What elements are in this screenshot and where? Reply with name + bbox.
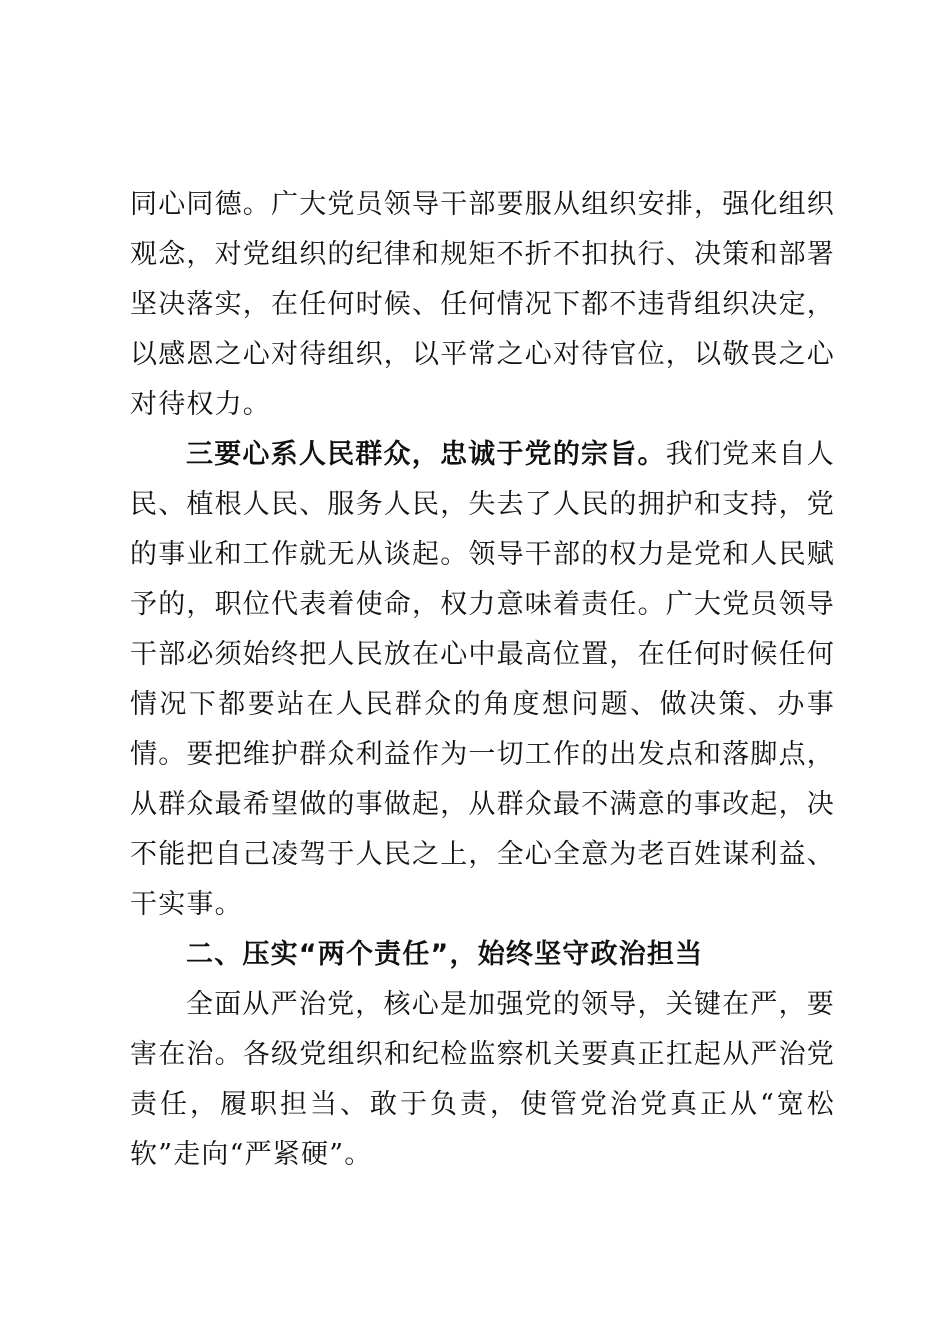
- paragraph-body-text: 我们党来自人民、植根人民、服务人民，失去了人民的拥护和支持，党的事业和工作就无从谈起。领导干部的权力是党和人民赋予的，职位代表着使命，权力意味着责任。广大党员领导干部必须始终把人民放在心中最高位置，在任何时候任何情况下都要站在人民群众的角度想问题、做决策、办事情。要把维护群众利益作为一切工作的出发点和落脚点，从群众最希望做的事做起，从群众最不满意的事改起，决不能把自己凌驾于人民之上，全心全意为老百姓谋利益、干实事。: [130, 439, 835, 920]
- section-heading: 二、压实“两个责任”，始终坚守政治担当: [186, 939, 704, 970]
- paragraph-continuation: 同心同德。广大党员领导干部要服从组织安排，强化组织观念，对党组织的纪律和规矩不折不扣执行、决策和部署坚决落实，在任何时候、任何情况下都不违背组织决定，以感恩之心对待组织，以平常之心对待官位，以敬畏之心对待权力。: [130, 189, 835, 420]
- paragraph-strict-governance: 全面从严治党，核心是加强党的领导，关键在严，要害在治。各级党组织和纪检监察机关要真正扛起从严治党责任，履职担当、敢于负责，使管党治党真正从“宽松软”走向“严紧硬”。: [130, 989, 835, 1170]
- paragraph-lead-bold: 三要心系人民群众，忠诚于党的宗旨。: [186, 439, 666, 470]
- paragraph-people-masses: [130, 430, 835, 930]
- document-body: [130, 180, 835, 1180]
